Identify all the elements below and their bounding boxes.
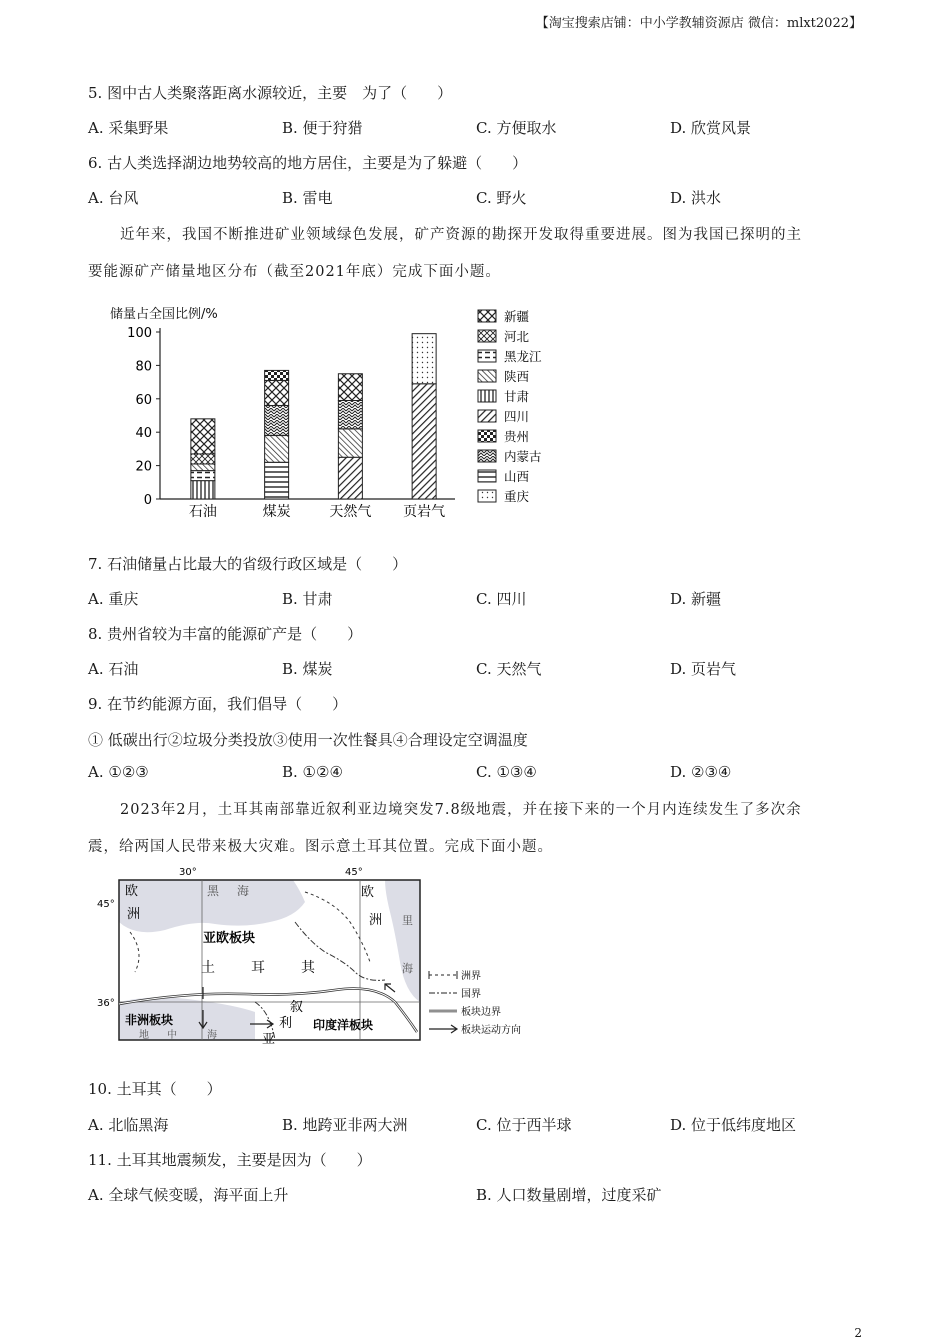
x-tick-label: 煤炭: [262, 504, 291, 520]
label-indian-plate: 印度洋板块: [313, 1018, 374, 1032]
legend-label: 河北: [504, 329, 530, 344]
legend-label: 黑龙江: [504, 349, 542, 364]
label-black-1: 黑: [207, 884, 220, 898]
label-turkey-1: 土: [201, 960, 215, 976]
q5-option-c[interactable]: C. 方便取水: [476, 119, 557, 137]
bar-segment-四川: [412, 384, 436, 499]
q10-option-a[interactable]: A. 北临黑海: [88, 1116, 169, 1134]
bar-segment-山西: [265, 462, 289, 499]
q7-option-b[interactable]: B. 甘肃: [282, 590, 333, 608]
bar-segment-黑龙江: [191, 471, 215, 481]
q8-option-a[interactable]: A. 石油: [88, 660, 139, 678]
lon-label-45: 45°: [345, 867, 363, 878]
q9-option-b[interactable]: B. ①②④: [282, 763, 343, 781]
label-med-1: 地: [139, 1030, 149, 1041]
legend-swatch: [478, 410, 496, 422]
legend-swatch: [478, 430, 496, 442]
label-syria-3: 亚: [262, 1032, 276, 1047]
legend-label: 四川: [504, 409, 530, 424]
label-turkey-2: 耳: [251, 960, 265, 976]
q10-option-c[interactable]: C. 位于西半球: [476, 1116, 572, 1134]
legend-label: 甘肃: [504, 389, 530, 404]
label-europe-1b: 洲: [127, 907, 141, 922]
label-caspian-2: 海: [402, 962, 413, 975]
y-tick-label: 100: [127, 326, 152, 341]
legend-swatch: [478, 330, 496, 342]
question-11-stem: 11. 土耳其地震频发，主要是因为（ ）: [88, 1151, 372, 1169]
intro-energy-line1: 近年来，我国不断推进矿业领域绿色发展，矿产资源的勘探开发取得重要进展。图为我国已探明的主: [120, 227, 802, 243]
q7-option-d[interactable]: D. 新疆: [670, 590, 722, 608]
bar-segment-新疆: [338, 374, 362, 401]
q6-option-a[interactable]: A. 台风: [88, 189, 139, 207]
q8-option-b[interactable]: B. 煤炭: [282, 660, 333, 678]
page-number: 2: [854, 1326, 862, 1340]
bar-segment-内蒙古: [265, 405, 289, 435]
energy-reserve-chart: [100, 300, 560, 525]
bar-segment-陕西: [265, 436, 289, 463]
y-tick-label: 60: [135, 392, 152, 408]
legend-swatch: [478, 370, 496, 382]
q9-option-a[interactable]: A. ①②③: [88, 763, 149, 781]
q8-option-c[interactable]: C. 天然气: [476, 660, 542, 678]
label-syria-1: 叙: [290, 1000, 304, 1015]
legend-label: 新疆: [504, 309, 530, 324]
y-tick-label: 40: [135, 426, 152, 442]
y-tick-label: 20: [135, 459, 152, 475]
svg-text:洲界: 洲界: [461, 971, 481, 982]
legend-label: 重庆: [504, 489, 530, 504]
question-7-stem: 7. 石油储量占比最大的省级行政区域是（ ）: [88, 555, 408, 573]
bar-segment-新疆: [191, 419, 215, 454]
label-europe-1a: 欧: [125, 884, 139, 899]
svg-text:国界: 国界: [461, 989, 481, 1000]
q7-option-c[interactable]: C. 四川: [476, 590, 527, 608]
bar-segment-四川: [338, 457, 362, 499]
question-9-statements: ① 低碳出行②垃圾分类投放③使用一次性餐具④合理设定空调温度: [88, 731, 528, 749]
legend-label: 陕西: [504, 369, 530, 384]
question-6-stem: 6. 古人类选择湖边地势较高的地方居住，主要是为了躲避（ ）: [88, 154, 528, 172]
label-europe-2a: 欧: [361, 885, 375, 900]
label-turkey-3: 其: [301, 960, 315, 976]
label-syria-2: 利: [279, 1016, 293, 1031]
label-europe-2b: 洲: [369, 913, 383, 928]
bar-segment-陕西: [191, 464, 215, 471]
intro-earthquake-line1: 2023年2月，土耳其南部靠近叙利亚边境突发7.8级地震，并在接下来的一个月内连续发生了多次余: [120, 802, 802, 818]
q11-option-a[interactable]: A. 全球气候变暖，海平面上升: [88, 1186, 289, 1204]
bar-segment-河北: [191, 454, 215, 464]
y-tick-label: 80: [135, 359, 152, 375]
lon-label-30: 30°: [179, 867, 197, 878]
bar-segment-贵州: [265, 370, 289, 380]
legend-label: 贵州: [504, 429, 530, 444]
q6-option-b[interactable]: B. 雷电: [282, 189, 333, 207]
bar-segment-甘肃: [191, 481, 215, 499]
q10-option-d[interactable]: D. 位于低纬度地区: [670, 1116, 797, 1134]
q6-option-d[interactable]: D. 洪水: [670, 189, 722, 207]
legend-label: 山西: [504, 469, 530, 484]
q10-option-b[interactable]: B. 地跨亚非两大洲: [282, 1116, 408, 1134]
bar-segment-新疆: [265, 380, 289, 405]
x-tick-label: 页岩气: [403, 504, 446, 520]
question-10-stem: 10. 土耳其（ ）: [88, 1080, 222, 1098]
question-9-stem: 9. 在节约能源方面，我们倡导（ ）: [88, 695, 348, 713]
y-axis-title: 储量占全国比例/%: [110, 307, 218, 322]
lat-label-36: 36°: [97, 998, 115, 1009]
x-tick-label: 石油: [188, 504, 217, 520]
q5-option-b[interactable]: B. 便于狩猎: [282, 119, 363, 137]
legend-label: 内蒙古: [504, 449, 542, 464]
bar-segment-内蒙古: [338, 400, 362, 428]
label-black-2: 海: [237, 884, 250, 898]
legend-swatch: [478, 450, 496, 462]
question-5-stem: 5. 图中古人类聚落距离水源较近，主要 为了（ ）: [88, 84, 453, 102]
q9-option-d[interactable]: D. ②③④: [670, 763, 732, 781]
x-tick-label: 天然气: [329, 504, 372, 520]
q8-option-d[interactable]: D. 页岩气: [670, 660, 737, 678]
legend-swatch: [478, 350, 496, 362]
svg-text:板块运动方向: 板块运动方向: [461, 1025, 521, 1036]
legend-swatch: [478, 490, 496, 502]
turkey-location-map: [95, 862, 540, 1047]
label-caspian-1: 里: [402, 914, 413, 927]
q6-option-c[interactable]: C. 野火: [476, 189, 527, 207]
intro-earthquake-line2: 震，给两国人民带来极大灾难。图示意土耳其位置。完成下面小题。: [88, 839, 553, 855]
label-med-3: 海: [207, 1030, 217, 1041]
label-eurasian-plate: 亚欧板块: [203, 931, 256, 946]
bar-segment-重庆: [412, 334, 436, 384]
intro-energy-line2: 要能源矿产储量地区分布（截至2021年底）完成下面小题。: [88, 264, 501, 280]
y-tick-label: 0: [143, 493, 152, 508]
legend-swatch: [478, 310, 496, 322]
label-african-plate: 非洲板块: [125, 1013, 174, 1027]
page-header: 【淘宝搜索店铺：中小学教辅资源店 微信：mlxt2022】: [535, 16, 862, 31]
q5-option-a[interactable]: A. 采集野果: [88, 119, 169, 137]
q11-option-b[interactable]: B. 人口数量剧增，过度采矿: [476, 1186, 662, 1204]
legend-swatch: [478, 390, 496, 402]
bar-segment-陕西: [338, 429, 362, 457]
legend-swatch: [478, 470, 496, 482]
label-med-2: 中: [167, 1030, 177, 1041]
q7-option-a[interactable]: A. 重庆: [88, 590, 139, 608]
svg-text:板块边界: 板块边界: [461, 1007, 501, 1018]
question-8-stem: 8. 贵州省较为丰富的能源矿产是（ ）: [88, 625, 363, 643]
q5-option-d[interactable]: D. 欣赏风景: [670, 119, 752, 137]
q9-option-c[interactable]: C. ①③④: [476, 763, 537, 781]
lat-label-45: 45°: [97, 899, 115, 910]
